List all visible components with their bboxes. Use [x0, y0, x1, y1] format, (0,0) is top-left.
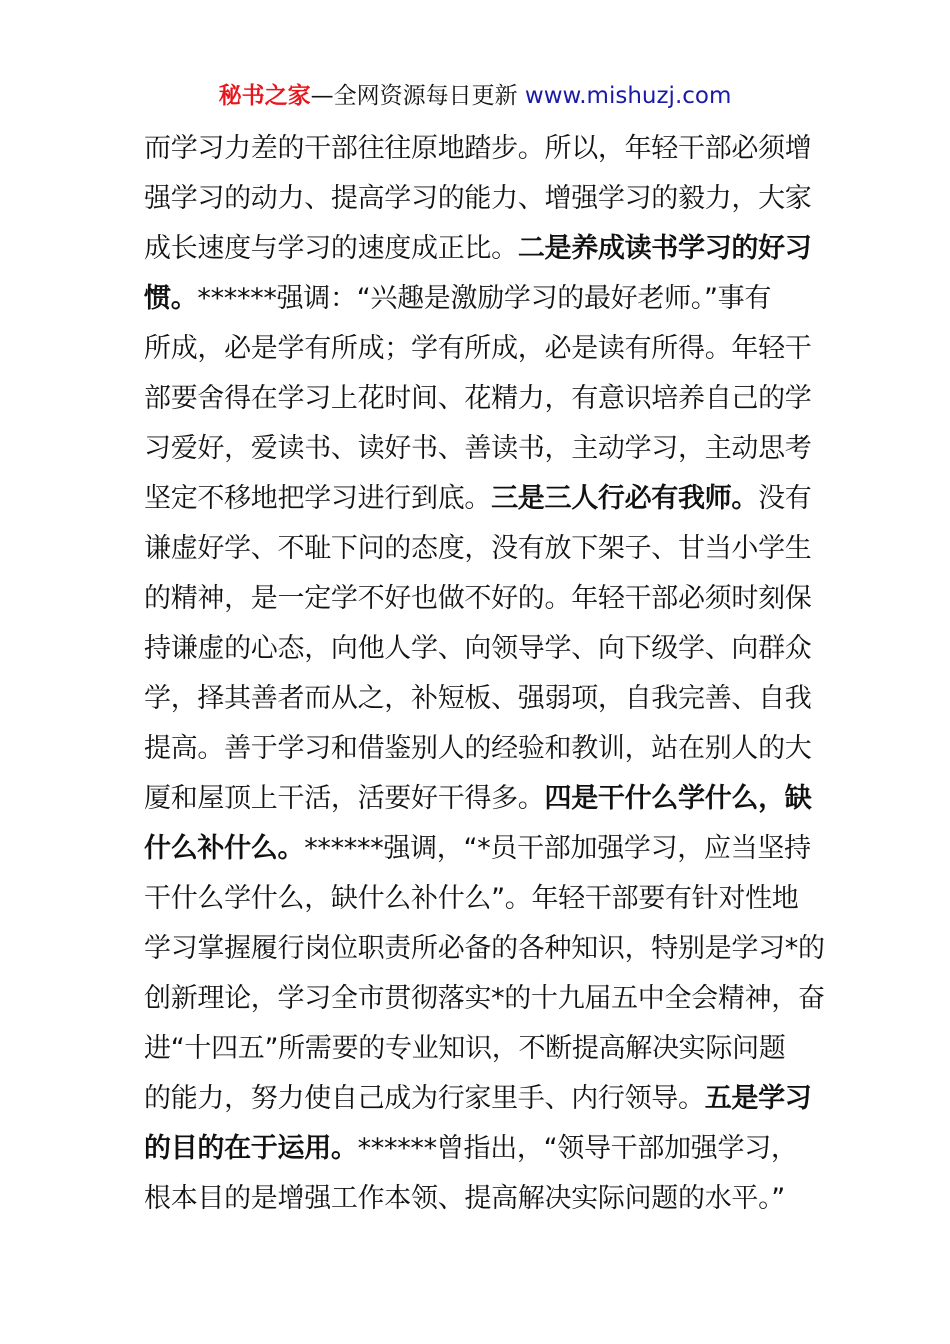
body-text: 提高。善于学习和借鉴别人的经验和教训，站在别人的大	[144, 733, 812, 764]
text-line	[144, 924, 824, 974]
site-link[interactable]: www.mishuzj.com	[524, 83, 732, 109]
text-line	[144, 974, 824, 1024]
body-text: 所成，必是学有所成；学有所成，必是读有所得。年轻干	[144, 333, 812, 364]
text-line	[144, 474, 824, 524]
body-text: 的能力，努力使自己成为行家里手、内行领导。	[144, 1083, 705, 1114]
text-line	[144, 124, 824, 174]
text-line	[144, 774, 824, 824]
body-text: ******强调：“兴趣是激励学习的最好老师。”事有	[197, 283, 772, 314]
header-tagline: —全网资源每日更新	[310, 83, 525, 109]
text-line	[144, 374, 824, 424]
bold-heading-text: 三是三人行必有我师。	[491, 483, 759, 514]
text-line	[144, 574, 824, 624]
body-text: ******曾指出，“领导干部加强学习，	[357, 1133, 798, 1164]
brand-name: 秘书之家	[218, 83, 311, 109]
body-text: 强学习的动力、提高学习的能力、增强学习的毅力，大家	[144, 183, 812, 214]
text-line	[144, 824, 824, 874]
bold-heading-text: 二是养成读书学习的好习	[517, 233, 812, 264]
page-header	[0, 80, 950, 112]
text-line	[144, 874, 824, 924]
body-text: 的精神，是一定学不好也做不好的。年轻干部必须时刻保	[144, 583, 812, 614]
text-line	[144, 1174, 824, 1224]
body-text: 学习掌握履行岗位职责所必备的各种知识，特别是学习*的	[144, 933, 825, 964]
text-line	[144, 524, 824, 574]
text-line	[144, 224, 824, 274]
body-text: ******强调，“*员干部加强学习，应当坚持	[304, 833, 811, 864]
text-line	[144, 1024, 824, 1074]
body-text: 成长速度与学习的速度成正比。	[144, 233, 518, 264]
bold-heading-text: 什么补什么。	[144, 833, 305, 864]
body-text: 没有	[758, 483, 812, 514]
body-text: 部要舍得在学习上花时间、花精力，有意识培养自己的学	[144, 383, 812, 414]
bold-heading-text: 五是学习	[704, 1083, 812, 1114]
text-line	[144, 274, 824, 324]
text-line	[144, 424, 824, 474]
body-text: 谦虚好学、不耻下问的态度，没有放下架子、甘当小学生	[144, 533, 812, 564]
text-line	[144, 1074, 824, 1124]
text-line	[144, 674, 824, 724]
bold-heading-text: 惯。	[144, 283, 198, 314]
bold-heading-text: 四是干什么学什么，缺	[544, 783, 812, 814]
text-line	[144, 624, 824, 674]
bold-heading-text: 的目的在于运用。	[144, 1133, 358, 1164]
body-text: 厦和屋顶上干活，活要好干得多。	[144, 783, 545, 814]
text-line	[144, 1124, 824, 1174]
body-text: 习爱好，爱读书、读好书、善读书，主动学习，主动思考	[144, 433, 812, 464]
body-text: 根本目的是增强工作本领、提高解决实际问题的水平。”	[144, 1183, 785, 1214]
body-text: 创新理论，学习全市贯彻落实*的十九届五中全会精神，奋	[144, 983, 825, 1014]
body-text: 学，择其善者而从之，补短板、强弱项，自我完善、自我	[144, 683, 812, 714]
text-line	[144, 724, 824, 774]
body-text: 而学习力差的干部往往原地踏步。所以，年轻干部必须增	[144, 133, 812, 164]
body-text: 进“十四五”所需要的专业知识，不断提高解决实际问题	[144, 1033, 786, 1064]
body-text: 持谦虚的心态，向他人学、向领导学、向下级学、向群众	[144, 633, 812, 664]
body-text: 干什么学什么，缺什么补什么”。年轻干部要有针对性地	[144, 883, 799, 914]
text-line	[144, 324, 824, 374]
document-body	[144, 124, 824, 1224]
body-text: 坚定不移地把学习进行到底。	[144, 483, 492, 514]
text-line	[144, 174, 824, 224]
